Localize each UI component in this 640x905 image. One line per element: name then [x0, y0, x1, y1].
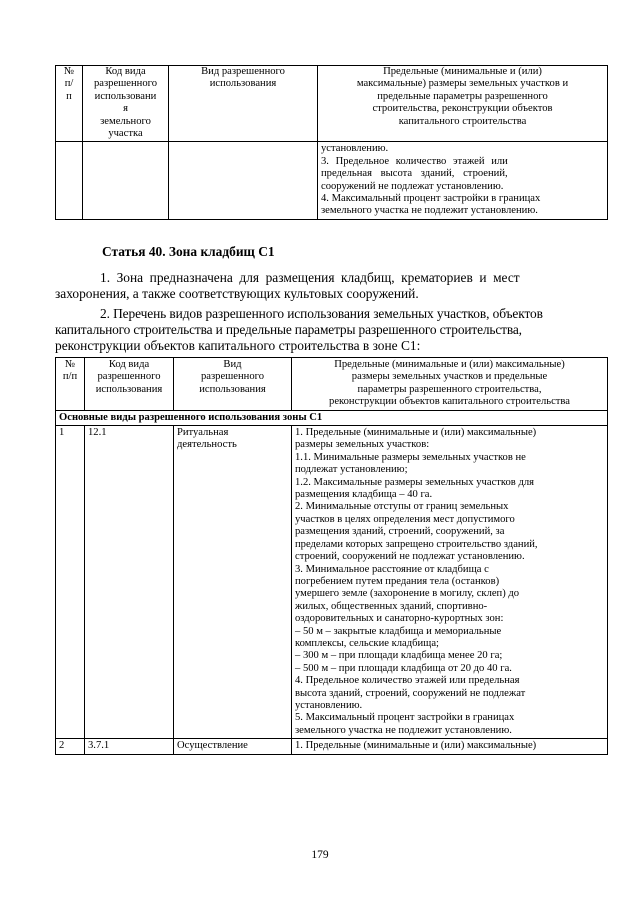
- table-header-row: [56, 66, 608, 142]
- cell-code: 12.1: [85, 426, 174, 739]
- header-kind: Вид разрешенного использования: [169, 66, 318, 142]
- cell-limits: 1. Предельные (минимальные и (или) максимальные): [292, 739, 608, 754]
- table-row: [56, 426, 608, 739]
- cell-limits: 1. Предельные (минимальные и (или) максимальные) размеры земельных участков: 1.1. Минимальные размеры земельных участков не подлежат установлению; 1.2. Максимальные размеры земельных участков для размещения кладбища – 40 га. 2. Минимальные отступы от границ земельных участков в целях определения мест допустимого размещения зданий, строений, сооружений, за пределами которых запрещено строительство зданий, строений, сооружений не подлежат установлению. 3. Минимальное расстояние от кладбища с погребением путем предания тела (останков) умершего земле (захоронение в могилу, склеп) до жилых, общественных зданий, спортивно- оздоровительных и санаторно-курортных зон: – 50 м – закрытые кладбища и мемориальные комплексы, сельские кладбища; – 300 м – при площади кладбища менее 20 га; – 500 м – при площади кладбища от 20 до 40 га. 4. Предельное количество этажей или предельная высота зданий, строений, сооружений не подлежат установлению. 5. Максимальный процент застройки в границах земельного участка не подлежит установлению.: [292, 426, 608, 739]
- section-row: [56, 410, 608, 425]
- header-kind: Вид разрешенного использования: [174, 358, 292, 411]
- paragraph-1: 1. Зона предназначена для размещения кладбищ, крематориев и мест захоронения, а также соответствующих культовых сооружений.: [55, 270, 520, 301]
- page-number: 179: [311, 849, 329, 861]
- header-code: Код вида разрешенного использовани я земельного участка: [83, 66, 169, 142]
- cell-code: [83, 142, 169, 219]
- table-continuation: [55, 65, 608, 220]
- section-title: Основные виды разрешенного использования зоны С1: [56, 410, 608, 425]
- table-row: [56, 739, 608, 754]
- header-code: Код вида разрешенного использования: [85, 358, 174, 411]
- header-num: № п/п: [56, 358, 85, 411]
- article-title: Статья 40. Зона кладбищ С1: [102, 244, 275, 259]
- cell-num: 1: [56, 426, 85, 739]
- cell-kind: [169, 142, 318, 219]
- cell-code: 3.7.1: [85, 739, 174, 754]
- cell-kind: Ритуальная деятельность: [174, 426, 292, 739]
- paragraph-2: 2. Перечень видов разрешенного использования земельных участков, объектов капитального строительства и предельные параметры разрешенного строительства, реконструкции объектов капитального строительства в зоне С1:: [55, 306, 543, 353]
- cell-num: 2: [56, 739, 85, 754]
- table-header-row: [56, 358, 608, 411]
- table-row: [56, 142, 608, 219]
- table-zone-c1: [55, 357, 608, 755]
- cell-kind: Осуществление: [174, 739, 292, 754]
- header-limits: Предельные (минимальные и (или) максимальные) размеры земельных участков и предельные параметры разрешенного строительства, реконструкции объектов капитального строительства: [292, 358, 608, 411]
- header-limits: Предельные (минимальные и (или) максимальные) размеры земельных участков и предельные параметры разрешенного строительства, реконструкции объектов капитального строительства: [318, 66, 608, 142]
- cell-limits: установлению. 3. Предельное количество этажей или предельная высота зданий, строений, сооружений не подлежат установлению. 4. Максимальный процент застройки в границах земельного участка не подлежит установлению.: [318, 142, 608, 219]
- header-num: № п/ п: [56, 66, 83, 142]
- cell-num: [56, 142, 83, 219]
